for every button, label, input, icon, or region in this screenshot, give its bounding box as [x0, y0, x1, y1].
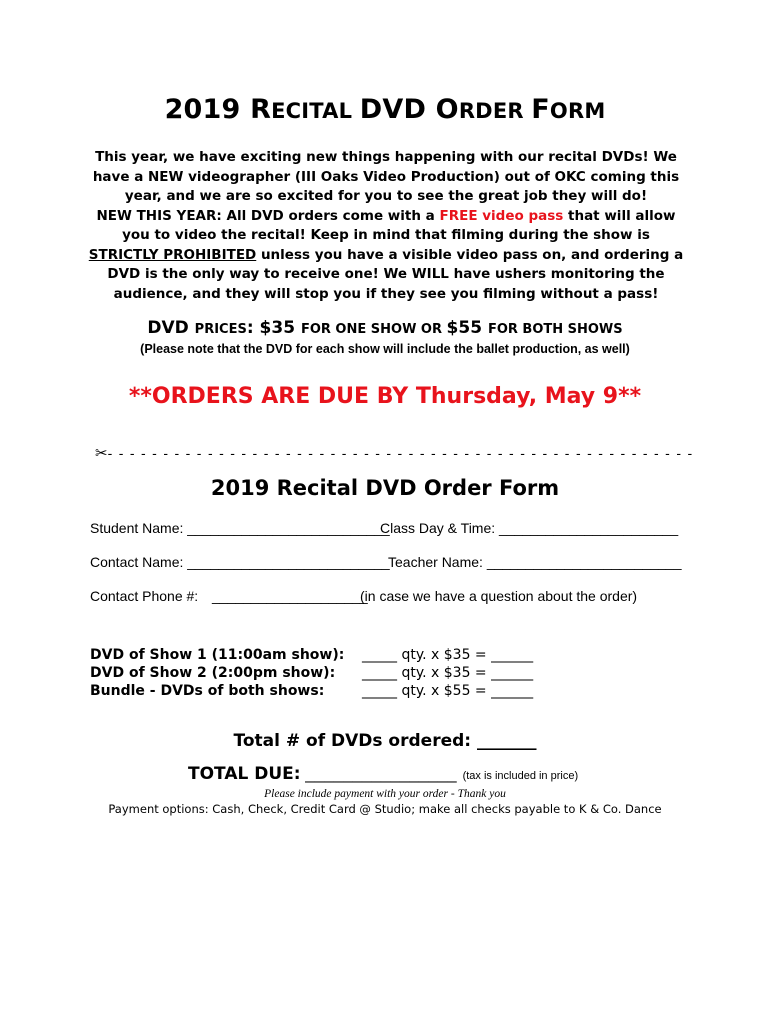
bundle-qty-field[interactable]: _____ qty. x $55 = ______: [362, 683, 534, 699]
new-this-year-label: NEW THIS YEAR:: [96, 207, 222, 224]
intro-part-c: unless you have a visible video pass on, and ordering a DVD is the only way to receive one! We WILL have ushers monitoring the audience, and they will stop you if they see you filming without a pass!: [107, 246, 684, 302]
contact-phone-label: Contact Phone #:: [90, 588, 199, 604]
scissors-icon: ✂: [95, 445, 108, 462]
dvd-show-2-qty-field[interactable]: _____ qty. x $35 = ______: [362, 665, 534, 681]
tax-note: (tax is included in price): [462, 770, 579, 782]
for-one-show-text: FOR ONE SHOW OR: [300, 322, 447, 337]
intro-paragraph: [86, 148, 686, 304]
title-year: 2019: [164, 94, 251, 125]
title-ecital: ECITAL: [271, 99, 360, 123]
phone-note: (in case we have a question about the order): [360, 588, 638, 604]
prices-note: (Please note that the DVD for each show will include the ballet production, as well): [140, 342, 630, 356]
free-video-pass-text: FREE video pass: [439, 207, 564, 224]
dvd-show-2-label: DVD of Show 2 (2:00pm show):: [90, 665, 336, 681]
dvd-prices: [0, 318, 770, 338]
cut-line: [95, 444, 695, 462]
title-rder: RDER: [458, 99, 532, 123]
for-both-shows-text: FOR BOTH SHOWS: [487, 322, 623, 337]
intro-part-a: All DVD orders come with a: [221, 207, 440, 224]
dvd-show-1-qty-field[interactable]: _____ qty. x $35 = ______: [362, 647, 534, 663]
total-due-field[interactable]: ________________: [300, 764, 457, 783]
teacher-name-field[interactable]: Teacher Name: _________________________: [388, 554, 682, 570]
total-due-row: [188, 764, 578, 784]
cut-dashes: - - - - - - - - - - - - - - - - - - - - - - - - - - - - - - - - - - - - - - - - - - - - - - - - - - - - -: [107, 445, 694, 461]
title-o: O: [435, 94, 459, 125]
title-dvd: DVD: [359, 94, 436, 125]
contact-phone-field[interactable]: ____________________: [212, 588, 368, 604]
total-dvds-field[interactable]: Total # of DVDs ordered: _______: [233, 731, 537, 751]
title-r: R: [250, 94, 272, 125]
page-title: [0, 94, 770, 125]
prices-word: PRICES: [194, 322, 247, 337]
contact-name-field[interactable]: Contact Name: __________________________: [90, 554, 390, 570]
price-one-show: : $35: [246, 318, 301, 338]
dvd-show-1-label: DVD of Show 1 (11:00am show):: [90, 647, 345, 663]
title-orm: ORM: [549, 99, 606, 123]
payment-options: Payment options: Cash, Check, Credit Card @ Studio; make all checks payable to K & Co. Dance: [108, 802, 662, 816]
total-due-label: TOTAL DUE:: [188, 764, 301, 784]
title-f: F: [531, 94, 550, 125]
intro-text: This year, we have exciting new things happening with our recital DVDs! We have a NEW videographer (III Oaks Video Production) out of OKC coming this year, and we are so excited for you to see the great job they will do!: [92, 149, 680, 204]
price-both-shows: $55: [446, 318, 488, 338]
deadline-notice: **ORDERS ARE DUE BY Thursday, May 9**: [128, 384, 642, 409]
strictly-prohibited-text: STRICTLY PROHIBITED: [88, 246, 257, 263]
class-day-time-field[interactable]: Class Day & Time: _______________________: [380, 520, 679, 536]
bundle-label: Bundle - DVDs of both shows:: [90, 683, 325, 699]
intro-part-b: that will allow you to video the recital! Keep in mind that filming during the show is: [122, 207, 676, 243]
student-name-field[interactable]: Student Name: __________________________: [90, 520, 390, 536]
include-payment-note: Please include payment with your order - Thank you: [264, 788, 506, 800]
form-title: 2019 Recital DVD Order Form: [210, 476, 560, 500]
prices-dvd: DVD: [147, 318, 195, 338]
